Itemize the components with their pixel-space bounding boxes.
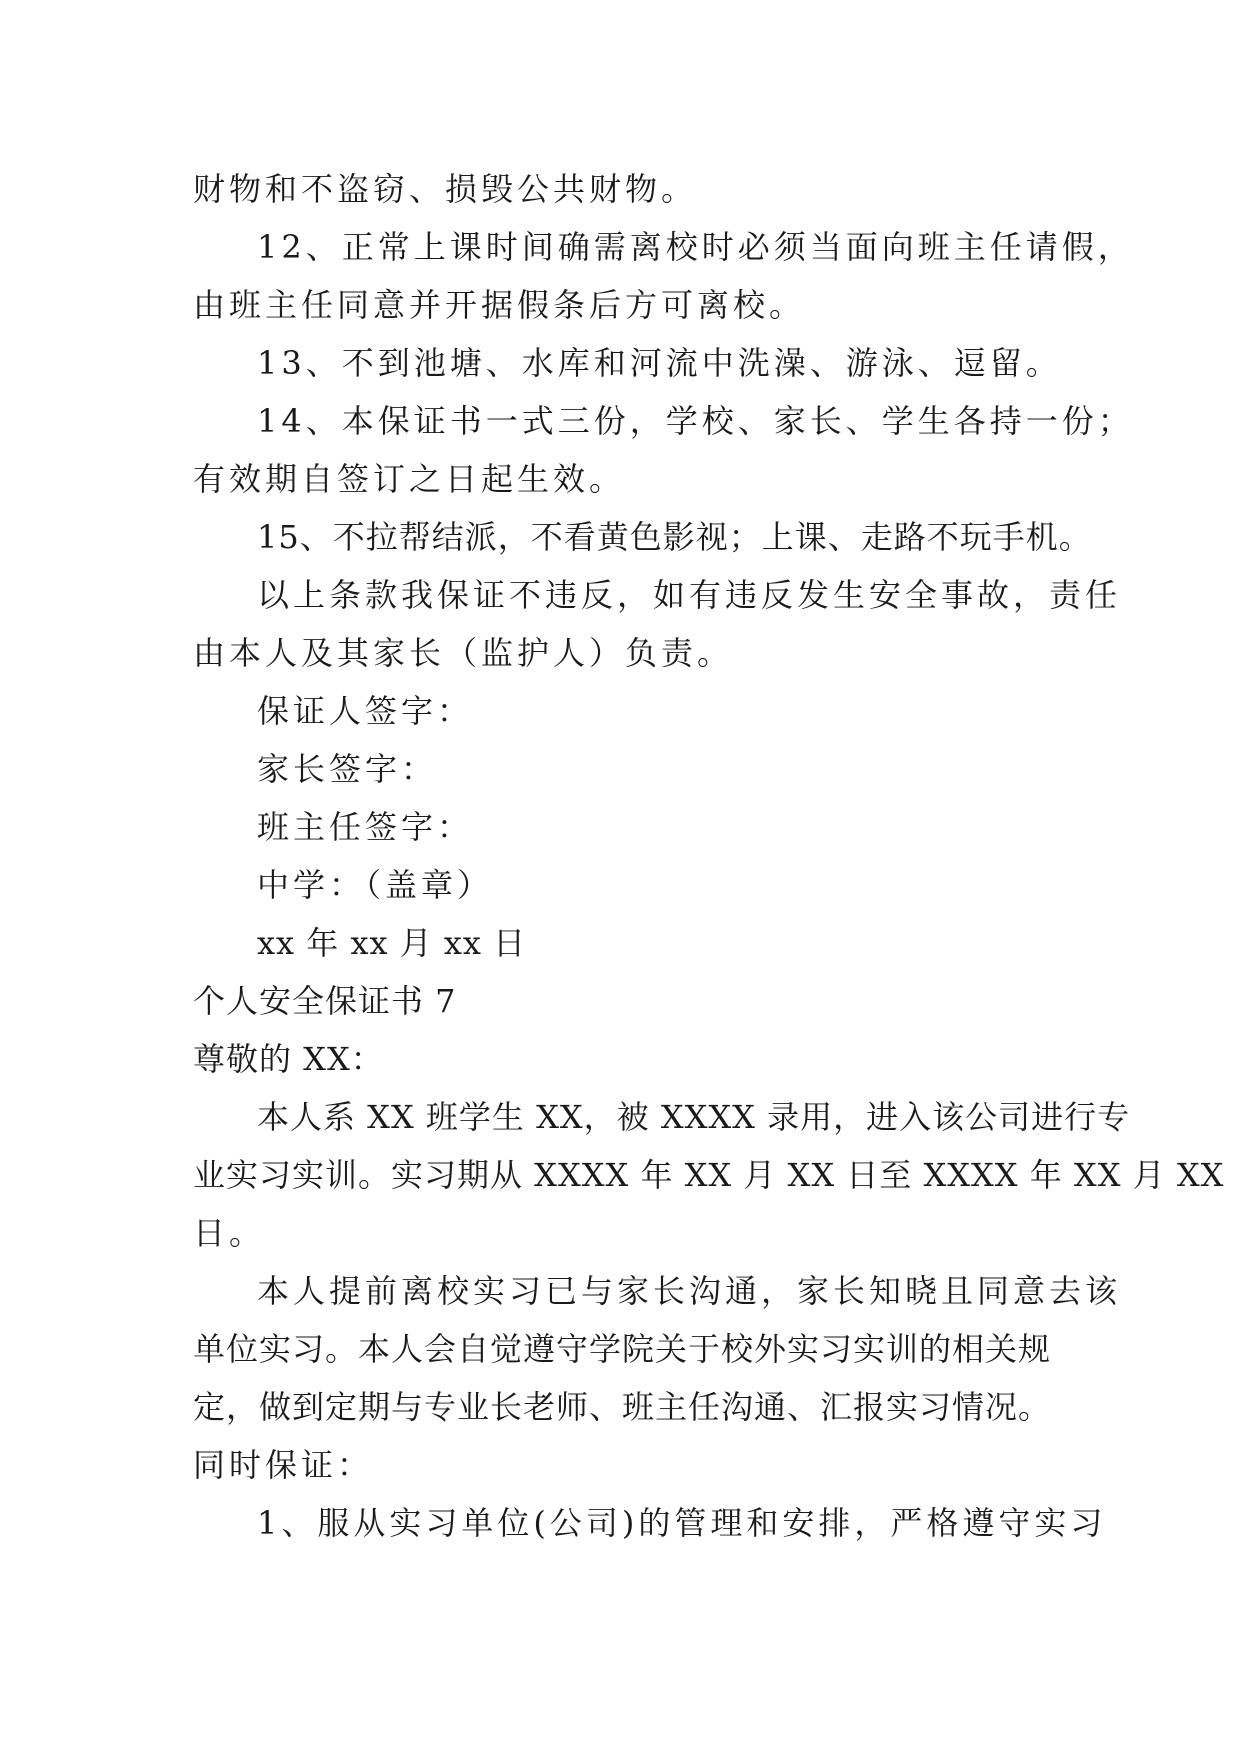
text-line: 本人系 XX 班学生 XX，被 XXXX 录用，进入该公司进行专	[257, 1098, 1131, 1136]
text-line: 由本人及其家长（监护人）负责。	[193, 634, 734, 672]
text-line: 以上条款我保证不违反，如有违反发生安全事故，责任	[257, 576, 1122, 614]
text-line: 本人提前离校实习已与家长沟通，家长知晓且同意去该	[257, 1272, 1122, 1310]
text-line: 财物和不盗窃、损毁公共财物。	[193, 170, 698, 208]
document-page	[193, 160, 1225, 1552]
date-line: xx 年 xx 月 xx 日	[257, 924, 527, 962]
text-line: 14、本保证书一式三份，学校、家长、学生各持一份；	[257, 402, 1134, 440]
text-line: 1、服从实习单位(公司)的管理和安排，严格遵守实习	[257, 1504, 1107, 1542]
text-line: 同时保证：	[193, 1446, 374, 1484]
text-line: 有效期自签订之日起生效。	[193, 460, 626, 498]
text-line: 15、不拉帮结派，不看黄色影视；上课、走路不玩手机。	[257, 518, 1092, 556]
text-line: 定，做到定期与专业长老师、班主任沟通、汇报实习情况。	[193, 1388, 1052, 1426]
signature-parent-label: 家长签字：	[257, 750, 438, 788]
text-line: 业实习实训。实习期从 XXXX 年 XX 月 XX 日至 XXXX 年 XX 月 XX	[193, 1156, 1225, 1194]
text-line: 13、不到池塘、水库和河流中洗澡、游泳、逗留。	[257, 344, 1062, 382]
salutation: 尊敬的 XX：	[193, 1040, 384, 1078]
text-line: 由班主任同意并开据假条后方可离校。	[193, 286, 806, 324]
school-seal-label: 中学：（盖章）	[257, 866, 494, 904]
text-line: 单位实习。本人会自觉遵守学院关于校外实习实训的相关规	[193, 1330, 1052, 1368]
section-title: 个人安全保证书 7	[193, 982, 457, 1020]
signature-guarantor-label: 保证人签字：	[257, 692, 474, 730]
text-line: 12、正常上课时间确需离校时必须当面向班主任请假，	[257, 228, 1134, 266]
text-line: 日。	[193, 1214, 266, 1252]
signature-teacher-label: 班主任签字：	[257, 808, 474, 846]
